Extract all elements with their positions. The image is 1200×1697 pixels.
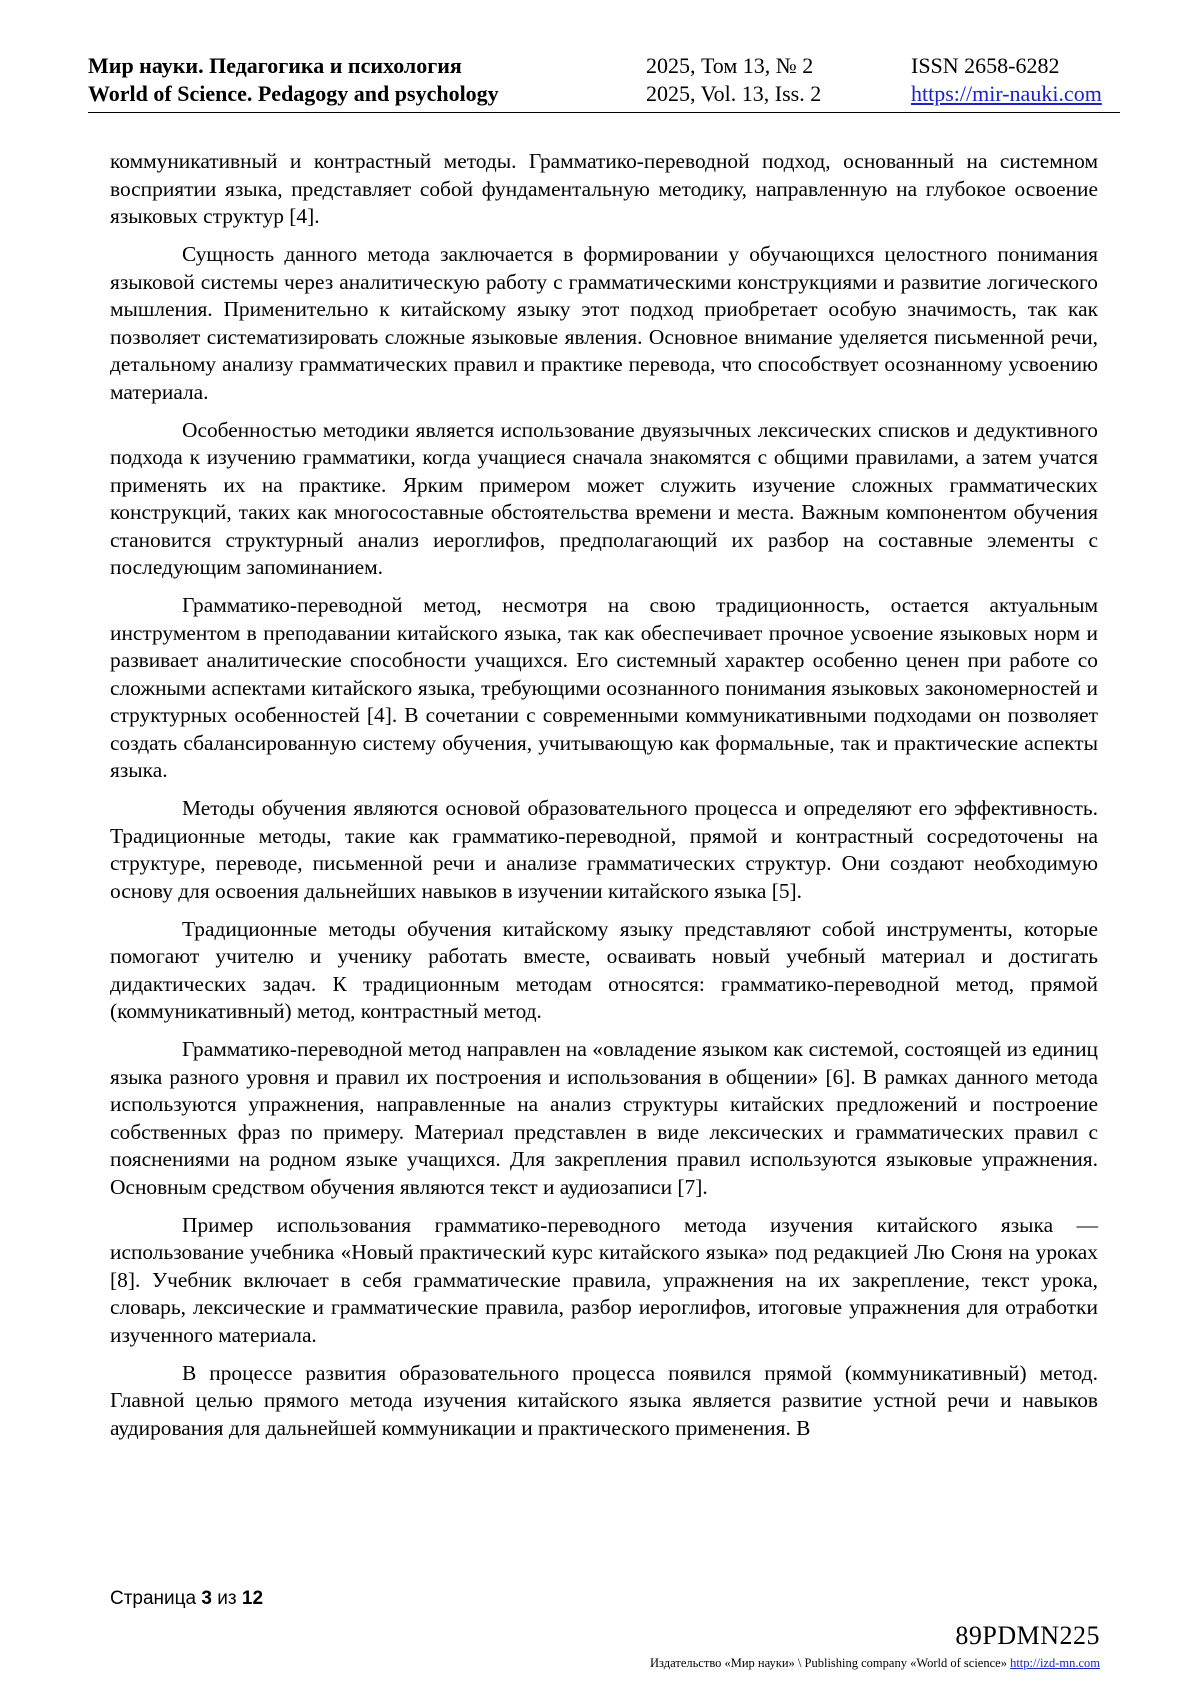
volume-block — [646, 52, 821, 108]
article-code: 89PDMN225 — [955, 1621, 1100, 1650]
issn: ISSN 2658-6282 — [911, 53, 1060, 78]
page-middle: из — [217, 1588, 237, 1609]
publisher-text: Издательство «Мир науки» \ Publishing company «World of science» — [650, 1656, 1007, 1670]
journal-site-link[interactable]: https://mir-nauki.com — [911, 81, 1102, 106]
paragraph: коммуникативный и контрастный методы. Грамматико-переводной подход, основанный на системном восприятии языка, представляет собой фундаментальную методику, направленную на глубокое освоение языковых структур [4]. — [110, 149, 1098, 228]
paragraph: Сущность данного метода заключается в формировании у обучающихся целостного понимания языковой системы через аналитическую работу с грамматическими конструкциями и развитие логического мышления. Применительно к китайскому языку этот подход приобретает особую значимость, так как позволяет систематизировать сложные языковые явления. Основное внимание уделяется письменной речи, детальному анализу грамматических правил и практике перевода, что способствует осознанному усвоению материала. — [110, 242, 1098, 404]
paragraph: В процессе развития образовательного процесса появился прямой (коммуникативный) метод. Главной целью прямого метода изучения китайского языка является развитие устной речи и навыков аудирования для дальнейшей коммуникации и практического применения. В — [110, 1360, 1098, 1440]
paragraph: Грамматико-переводной метод направлен на «овладение языком как системой, состоящей из единиц языка разного уровня и правил их построения и использования в общении» [6]. В рамках данного метода используются упражнения, направленные на анализ структуры китайских предложений и построение собственных фраз по примеру. Материал представлен в виде лексических и грамматических правил с пояснениями на родном языке учащихся. Для закрепления правил используются языковые упражнения. Основным средством обучения являются текст и аудиозаписи [7]. — [110, 1037, 1098, 1199]
volume-ru: 2025, Том 13, № 2 — [646, 53, 814, 78]
journal-title-en: World of Science. Pedagogy and psychology — [88, 81, 499, 106]
publisher-line — [650, 1656, 1100, 1671]
issn-block — [911, 52, 1102, 108]
journal-title-block — [88, 52, 499, 108]
paragraph: Методы обучения являются основой образовательного процесса и определяют его эффективность. Традиционные методы, такие как грамматико-переводной, прямой и контрастный сосредоточены на структуре, переводе, письменной речи и анализе грамматических структур. Они создают необходимую основу для освоения дальнейших навыков в изучении китайского языка [5]. — [110, 796, 1098, 903]
paragraph: Грамматико-переводной метод, несмотря на свою традиционность, остается актуальным инструментом в преподавании китайского языка, так как обеспечивает прочное усвоение языковых норм и развивает аналитические способности учащихся. Его системный характер особенно ценен при работе со сложными аспектами китайского языка, требующими осознанного понимания языковых закономерностей и структурных особенностей [4]. В сочетании с современными коммуникативными подходами он позволяет создать сбалансированную систему обучения, учитывающую как формальные, так и практические аспекты языка. — [110, 593, 1098, 782]
publisher-link[interactable]: http://izd-mn.com — [1010, 1656, 1100, 1670]
paragraph: Особенностью методики является использование двуязычных лексических списков и дедуктивного подхода к изучению грамматики, когда учащиеся сначала знакомятся с общими правилами, а затем учатся применять их на практике. Ярким примером может служить изучение сложных грамматических конструкций, таких как многосоставные обстоятельства времени и места. Важным компонентом обучения становится структурный анализ иероглифов, предполагающий их разбор на составные элементы с последующим запоминанием. — [110, 417, 1098, 579]
volume-en: 2025, Vol. 13, Iss. 2 — [646, 81, 822, 106]
journal-header — [88, 52, 1120, 113]
page-prefix: Страница — [110, 1588, 197, 1609]
page-total: 12 — [241, 1588, 264, 1609]
paragraph: Традиционные методы обучения китайскому языку представляют собой инструменты, которые помогают учителю и ученику работать вместе, осваивать новый учебный материал и достигать дидактических задач. К традиционным методам относятся: грамматико-переводной метод, прямой (коммуникативный) метод, контрастный метод. — [110, 916, 1098, 1023]
journal-title-ru: Мир науки. Педагогика и психология — [88, 53, 462, 78]
paragraph: Пример использования грамматико-переводного метода изучения китайского языка — использование учебника «Новый практический курс китайского языка» под редакцией Лю Сюня на уроках [8]. Учебник включает в себя грамматические правила, упражнения на их закрепление, текст урока, словарь, лексические и грамматические правила, разбор иероглифов, итоговые упражнения для отработки изученного материала. — [110, 1212, 1098, 1347]
page-number — [110, 1588, 263, 1610]
page-current: 3 — [201, 1588, 212, 1609]
article-body — [110, 148, 1098, 1453]
